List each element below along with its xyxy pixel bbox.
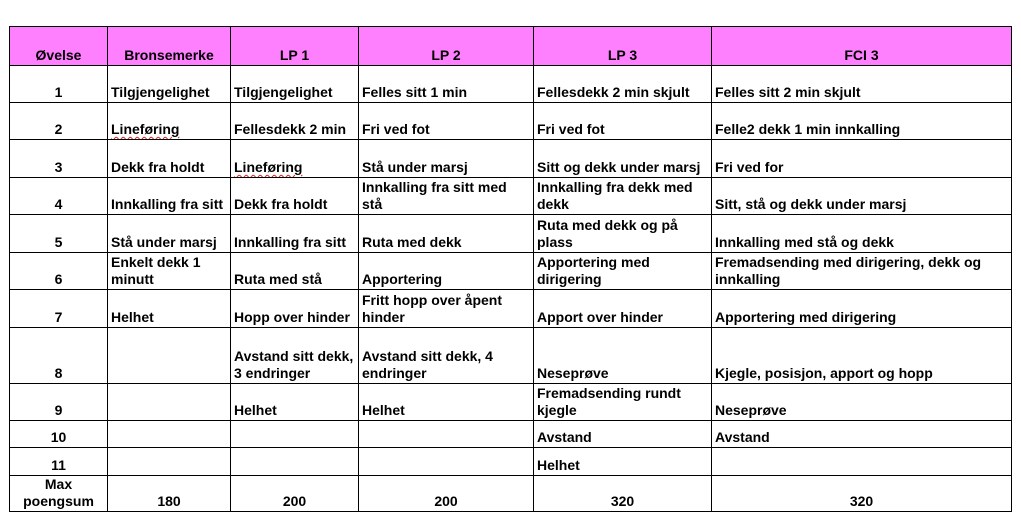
header-row <box>10 27 1012 66</box>
table-cell <box>359 448 534 476</box>
table-cell: Neseprøve <box>534 328 712 384</box>
table-cell <box>231 448 359 476</box>
table-cell: Ruta med stå <box>231 253 359 290</box>
exercise-table <box>9 26 1012 512</box>
table-cell: Fremadsending rundt kjegle <box>534 384 712 421</box>
table-cell <box>359 421 534 448</box>
table-cell: Innkalling med stå og dekk <box>712 215 1012 253</box>
row-number: 8 <box>10 328 108 384</box>
table-cell: Apport over hinder <box>534 290 712 328</box>
table-cell <box>108 328 231 384</box>
table-cell <box>108 384 231 421</box>
header-lp2: LP 2 <box>359 27 534 66</box>
table-cell: Dekk fra holdt <box>108 140 231 178</box>
table-cell <box>108 448 231 476</box>
header-lp1: LP 1 <box>231 27 359 66</box>
table-cell: Fri ved fot <box>359 103 534 140</box>
spellcheck-text: Lineføring <box>111 121 180 137</box>
table-cell: Enkelt dekk 1 minutt <box>108 253 231 290</box>
header-fci3: FCI 3 <box>712 27 1012 66</box>
row-number: 10 <box>10 421 108 448</box>
table-cell <box>231 421 359 448</box>
table-row <box>10 328 1012 384</box>
table-cell: Avstand <box>712 421 1012 448</box>
row-number: 5 <box>10 215 108 253</box>
max-score-value: 200 <box>359 476 534 512</box>
table-cell: Kjegle, posisjon, apport og hopp <box>712 328 1012 384</box>
table-cell: Innkalling fra sitt med stå <box>359 178 534 215</box>
row-number: 2 <box>10 103 108 140</box>
table-cell: Innkalling fra sitt <box>231 215 359 253</box>
table-cell <box>108 421 231 448</box>
table-row <box>10 140 1012 178</box>
max-score-value: 180 <box>108 476 231 512</box>
table-row <box>10 103 1012 140</box>
table-cell: Avstand <box>534 421 712 448</box>
table-cell: Fellesdekk 2 min <box>231 103 359 140</box>
max-score-label: Max poengsum <box>10 476 108 512</box>
table-row <box>10 290 1012 328</box>
table-cell: Sitt, stå og dekk under marsj <box>712 178 1012 215</box>
row-number: 11 <box>10 448 108 476</box>
table-row <box>10 253 1012 290</box>
table-cell: Apportering <box>359 253 534 290</box>
table-cell: Avstand sitt dekk, 4 endringer <box>359 328 534 384</box>
table-cell: Felles sitt 2 min skjult <box>712 66 1012 103</box>
table-cell: Felles sitt 1 min <box>359 66 534 103</box>
table-cell <box>108 103 231 140</box>
table-cell: Fritt hopp over åpent hinder <box>359 290 534 328</box>
table-cell: Neseprøve <box>712 384 1012 421</box>
table-cell: Helhet <box>359 384 534 421</box>
table-cell: Avstand sitt dekk, 3 endringer <box>231 328 359 384</box>
table-row <box>10 215 1012 253</box>
table-cell: Innkalling fra sitt <box>108 178 231 215</box>
table-row <box>10 66 1012 103</box>
row-number: 4 <box>10 178 108 215</box>
row-number: 6 <box>10 253 108 290</box>
table-cell: Helhet <box>108 290 231 328</box>
table-cell: Tilgjengelighet <box>231 66 359 103</box>
table-cell: Ruta med dekk og på plass <box>534 215 712 253</box>
max-score-row <box>10 476 1012 512</box>
table-cell: Helhet <box>231 384 359 421</box>
table-cell: Fri ved fot <box>534 103 712 140</box>
row-number: 9 <box>10 384 108 421</box>
table-cell: Dekk fra holdt <box>231 178 359 215</box>
max-score-value: 320 <box>712 476 1012 512</box>
table-row <box>10 448 1012 476</box>
table-cell <box>231 140 359 178</box>
table-cell: Apportering med dirigering <box>534 253 712 290</box>
max-score-value: 200 <box>231 476 359 512</box>
table-row <box>10 421 1012 448</box>
spellcheck-text: Lineføring <box>234 159 303 175</box>
table-cell: Ruta med dekk <box>359 215 534 253</box>
max-score-value: 320 <box>534 476 712 512</box>
table-cell: Innkalling fra dekk med dekk <box>534 178 712 215</box>
table-cell: Tilgjengelighet <box>108 66 231 103</box>
row-number: 3 <box>10 140 108 178</box>
table-cell: Hopp over hinder <box>231 290 359 328</box>
table-cell: Helhet <box>534 448 712 476</box>
row-number: 7 <box>10 290 108 328</box>
table-cell: Fri ved for <box>712 140 1012 178</box>
table-cell: Fremadsending med dirigering, dekk og innkalling <box>712 253 1012 290</box>
table-cell: Fellesdekk 2 min skjult <box>534 66 712 103</box>
table-cell: Sitt og dekk under marsj <box>534 140 712 178</box>
header-lp3: LP 3 <box>534 27 712 66</box>
table-cell: Felle2 dekk 1 min innkalling <box>712 103 1012 140</box>
table-row <box>10 178 1012 215</box>
header-bronsemerke: Bronsemerke <box>108 27 231 66</box>
table-cell: Apportering med dirigering <box>712 290 1012 328</box>
header-ovelse: Øvelse <box>10 27 108 66</box>
table-cell: Stå under marsj <box>359 140 534 178</box>
table-row <box>10 384 1012 421</box>
table-cell <box>712 448 1012 476</box>
table-cell: Stå under marsj <box>108 215 231 253</box>
row-number: 1 <box>10 66 108 103</box>
